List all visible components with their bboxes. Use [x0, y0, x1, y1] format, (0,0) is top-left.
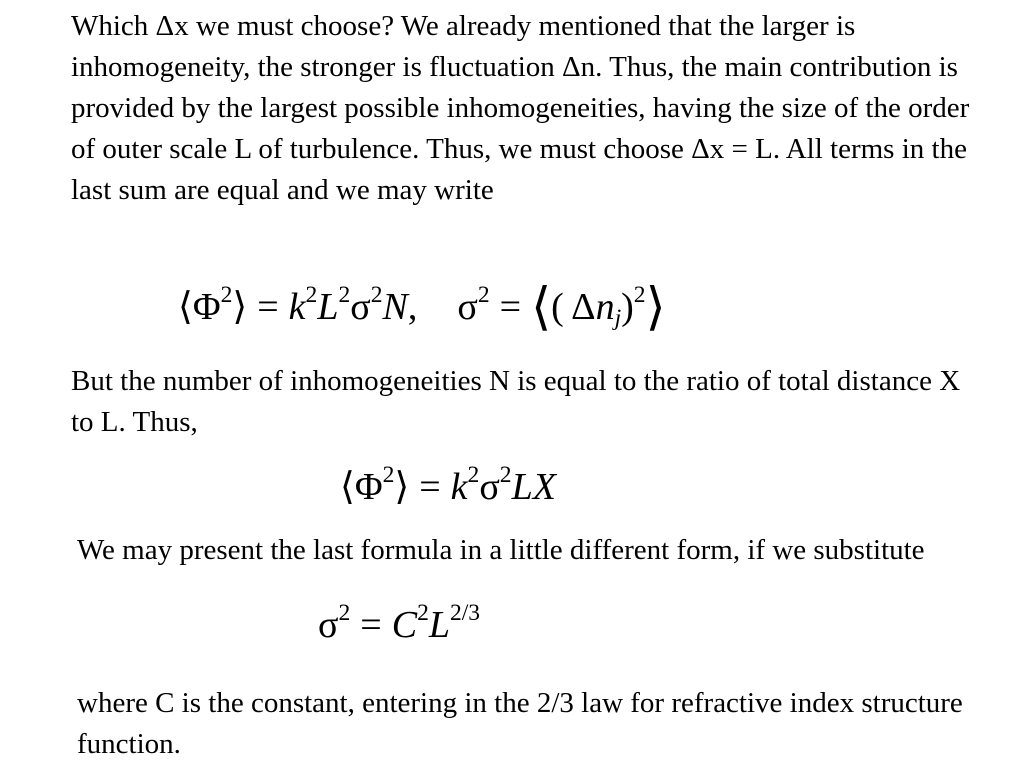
equation-phase-variance-lx [340, 462, 556, 508]
exponent: 2 [499, 462, 512, 489]
exponent: 2 [633, 281, 646, 308]
left-angle-bracket: ⟨ [340, 466, 355, 508]
k-symbol: k [450, 466, 468, 508]
delta-symbol: Δ [571, 285, 596, 328]
k-symbol: k [288, 285, 306, 328]
subscript-j: j [614, 304, 622, 331]
exponent: 2 [370, 281, 383, 308]
exponent-two-thirds: 2/3 [449, 600, 481, 627]
equals-sign: = [360, 604, 382, 646]
paragraph-choose-delta-x: Which Δx we must choose? We already mentioned that the larger is inhomogeneity, the stronger is fluctuation Δn. Thus, the main contribution is provided by the largest possible inhomogeneities, having the size of the order of outer scale L of turbulence. Thus, we must choose Δx = L. All terms in the last sum are equal and we may write [71, 10, 970, 206]
equation-sigma-substitution [318, 600, 481, 646]
exponent: 2 [417, 600, 429, 627]
paragraph-present-formula: We may present the last formula in a little different form, if we substitute [77, 534, 925, 566]
big-left-angle-bracket: ⟨ [531, 279, 552, 336]
paragraph-number-of-inhomogeneities: But the number of inhomogeneities N is equal to the ratio of total distance X to L. Thus, [71, 365, 961, 438]
sigma-symbol: σ [350, 285, 371, 328]
exponent: 2 [382, 462, 395, 489]
exponent: 2 [305, 281, 318, 308]
comma: , [407, 285, 418, 328]
paragraph-constant-c: where C is the constant, entering in the 2/3 law for refractive index structure function. [77, 687, 963, 760]
exponent: 2 [338, 600, 351, 627]
exponent: 2 [338, 281, 351, 308]
equation-phase-variance [178, 279, 666, 336]
left-paren: ( [551, 285, 564, 328]
exponent: 2 [467, 462, 480, 489]
equals-sign: = [257, 285, 279, 328]
sigma-symbol: σ [318, 604, 339, 646]
exponent: 2 [220, 281, 233, 308]
left-angle-bracket: ⟨ [178, 285, 193, 328]
sigma-symbol: σ [479, 466, 500, 508]
exponent: 2 [477, 281, 490, 308]
L-symbol: L [428, 604, 450, 646]
n-symbol: n [595, 285, 615, 328]
LX-symbol: LX [511, 466, 556, 508]
L-symbol: L [317, 285, 339, 328]
phi-symbol: Φ [354, 466, 383, 508]
right-paren: ) [621, 285, 634, 328]
phi-symbol: Φ [192, 285, 221, 328]
equals-sign: = [419, 466, 441, 508]
C-symbol: C [391, 604, 418, 646]
N-symbol: N [382, 285, 408, 328]
right-angle-bracket: ⟩ [394, 466, 410, 508]
equals-sign: = [499, 285, 522, 328]
big-right-angle-bracket: ⟩ [645, 279, 666, 336]
sigma-symbol: σ [457, 285, 478, 328]
right-angle-bracket: ⟩ [232, 285, 248, 328]
